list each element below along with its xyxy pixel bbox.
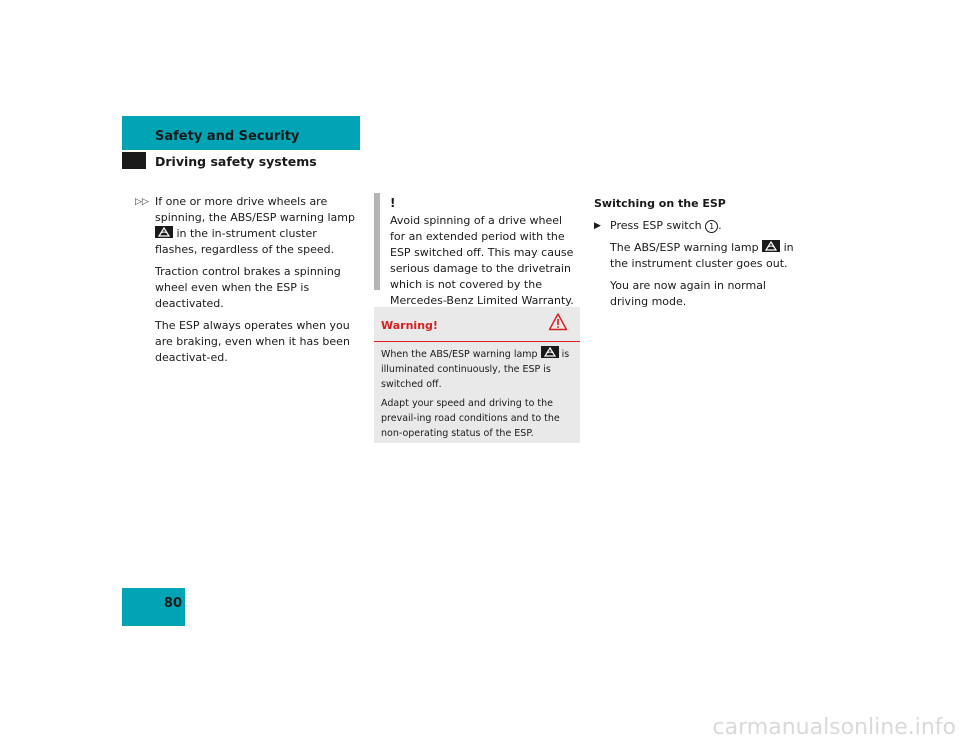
warning-label: Warning! [381,319,438,332]
switching-on-heading: Switching on the ESP [594,197,726,210]
step-item [594,218,804,310]
subsection-title: Driving safety systems [155,154,317,169]
notice-symbol: ! [390,196,396,210]
warning-triangle-icon [548,312,568,336]
warning-box [374,307,580,443]
section-title: Safety and Security [155,129,300,144]
warning-paragraph-2: Adapt your speed and driving to the prevail-ing road conditions and to the non-operating status of the ESP. [381,398,560,439]
warning-paragraph-1: When the ABS/ESP warning lamp is illuminated continuously, the ESP is switched off. [381,346,577,392]
subsection-marker [122,152,146,169]
paragraph-traction: Traction control brakes a spinning wheel even when the ESP is deactivated. [155,265,341,310]
notice-box [374,193,580,315]
notice-bar [374,193,380,290]
paragraph-spinning: If one or more drive wheels are spinning, the ABS/ESP warning lamp in the in-strument cluster flashes, regardless of the speed. [155,195,355,256]
watermark: carmanualsonline.info [712,715,956,740]
paragraph-braking: The ESP always operates when you are braking, even when it has been deactivat-ed. [155,319,350,364]
step-arrow-icon: ▶ [594,221,601,231]
warning-header [374,307,580,342]
step-text: Press ESP switch 1 . [610,219,722,232]
page-number-box [122,588,185,626]
continuation-marker: ▷▷ [135,197,149,207]
step-result-2: You are now again in normal driving mode. [610,279,766,308]
esp-warning-lamp-icon [762,240,780,252]
esp-warning-lamp-icon [155,226,173,238]
column-left [135,194,360,372]
esp-warning-lamp-icon [541,346,559,358]
reference-number-1: 1 [705,220,718,233]
notice-text: Avoid spinning of a drive wheel for an extended period with the ESP switched off. This may cause serious damage to the drivetrain which is not covered by the Mercedes-Benz Limited Warranty. [390,214,574,307]
step-result: The ABS/ESP warning lamp in the instrument cluster goes out. [610,241,794,270]
warning-text [381,346,577,445]
column-right [594,196,804,316]
page-number: 80 [163,596,182,611]
